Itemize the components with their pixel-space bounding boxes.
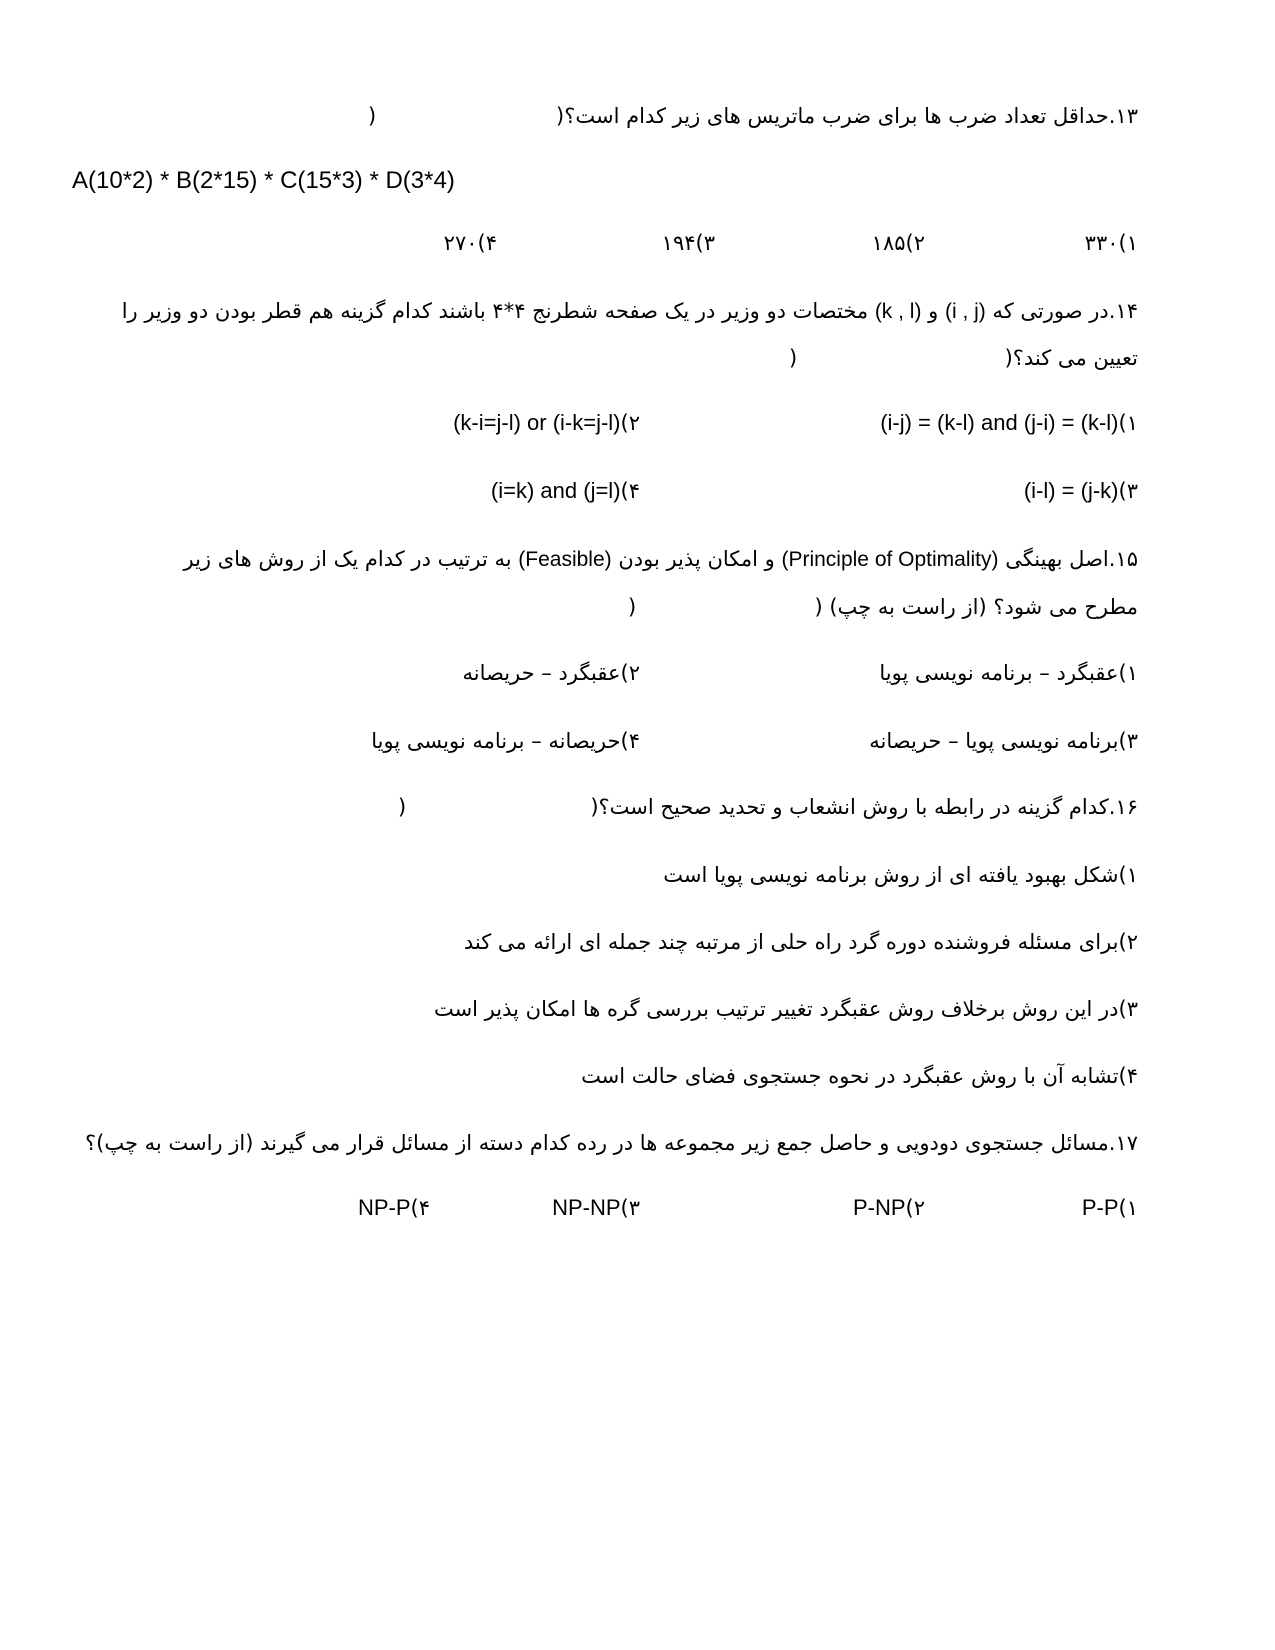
option-13-2: ۲)۱۸۵ (871, 231, 925, 255)
option-14-1: ۱)(i-j) = (k-l) and (j-i) = (k-l) (880, 410, 1138, 435)
option-14-4: ۴)(i=k) and (j=l) (490, 478, 640, 503)
option-17-3: ۳)NP-NP (552, 1195, 640, 1220)
answer-blank-close: ) (628, 595, 637, 619)
question-13 (556, 101, 1138, 131)
option-13-4: ۴)۲۷۰ (443, 231, 497, 255)
question-15: ۱۵.اصل بهینگی (Principle of Optimality) و امکان پذیر بودن (Feasible) به ترتیب در کدام یک از روش های زیر (183, 547, 1138, 571)
question-15-line2: مطرح می شود؟ (از راست به چپ) ( (814, 595, 1138, 619)
answer-blank-close: ) (398, 795, 407, 819)
question-number: ۱۳. (1108, 104, 1138, 128)
question-text: حداقل تعداد ضرب ها برای ضرب ماتریس های زیر کدام است؟( (556, 104, 1109, 128)
option-15-4: ۴)حریصانه – برنامه نویسی پویا (371, 729, 640, 753)
question-number: ۱۴. (1108, 299, 1138, 323)
answer-blank-close: ) (789, 346, 798, 370)
question-14-line2: تعیین می کند؟( (1004, 346, 1138, 370)
question-text: مسائل جستجوی دودویی و حاصل جمع زیر مجموعه ها در رده کدام دسته از مسائل قرار می گیرند (از راست به چپ)؟ (84, 1131, 1109, 1155)
option-15-1: ۱)عقبگرد – برنامه نویسی پویا (879, 661, 1138, 685)
question-17 (85, 1128, 1138, 1158)
question-text: کدام گزینه در رابطه با روش انشعاب و تحدید صحیح است؟( (590, 795, 1109, 819)
option-13-3: ۳)۱۹۴ (661, 231, 715, 255)
term-principle-of-optimality: (Principle of Optimality) (781, 548, 999, 571)
answer-blank-close: ) (368, 104, 377, 128)
question-number: ۱۷. (1108, 1131, 1138, 1155)
option-17-2: ۲)P-NP (852, 1195, 925, 1220)
option-13-1: ۱)۳۳۰ (1084, 231, 1138, 255)
option-16-2: ۲)برای مسئله فروشنده دوره گرد راه حلی از مرتبه چند جمله ای ارائه می کند (463, 930, 1138, 954)
option-15-3: ۳)برنامه نویسی پویا – حریصانه (869, 729, 1138, 753)
option-16-4: ۴)تشابه آن با روش عقبگرد در نحوه جستجوی فضای حالت است (581, 1064, 1138, 1088)
option-16-1: ۱)شکل بهبود یافته ای از روش برنامه نویسی پویا است (663, 863, 1138, 887)
coordinate-ij: (i , j) (944, 300, 986, 323)
question-14: ۱۴.در صورتی که (i , j) و (k , l) مختصات دو وزیر در یک صفحه شطرنج ۴*۴ باشند کدام گزینه هم قطر بودن دو وزیر را (121, 299, 1138, 323)
option-15-2: ۲)عقبگرد – حریصانه (462, 661, 640, 685)
option-14-2: ۲)(k-i=j-l) or (i-k=j-l) (453, 410, 640, 435)
question-16 (590, 792, 1138, 822)
coordinate-kl: (k , l) (874, 300, 922, 323)
option-14-3: ۳)(i-l) = (j-k) (1023, 478, 1138, 503)
question-number: ۱۵. (1108, 547, 1138, 571)
term-feasible: (Feasible) (518, 548, 612, 571)
matrix-expression: A(10*2) * B(2*15) * C(15*3) * D(3*4) (72, 167, 455, 194)
option-17-4: ۴)NP-P (357, 1195, 430, 1220)
option-16-3: ۳)در این روش برخلاف روش عقبگرد تغییر ترتیب بررسی گره ها امکان پذیر است (433, 997, 1138, 1021)
option-17-1: ۱)P-P (1081, 1195, 1138, 1220)
question-number: ۱۶. (1108, 795, 1138, 819)
